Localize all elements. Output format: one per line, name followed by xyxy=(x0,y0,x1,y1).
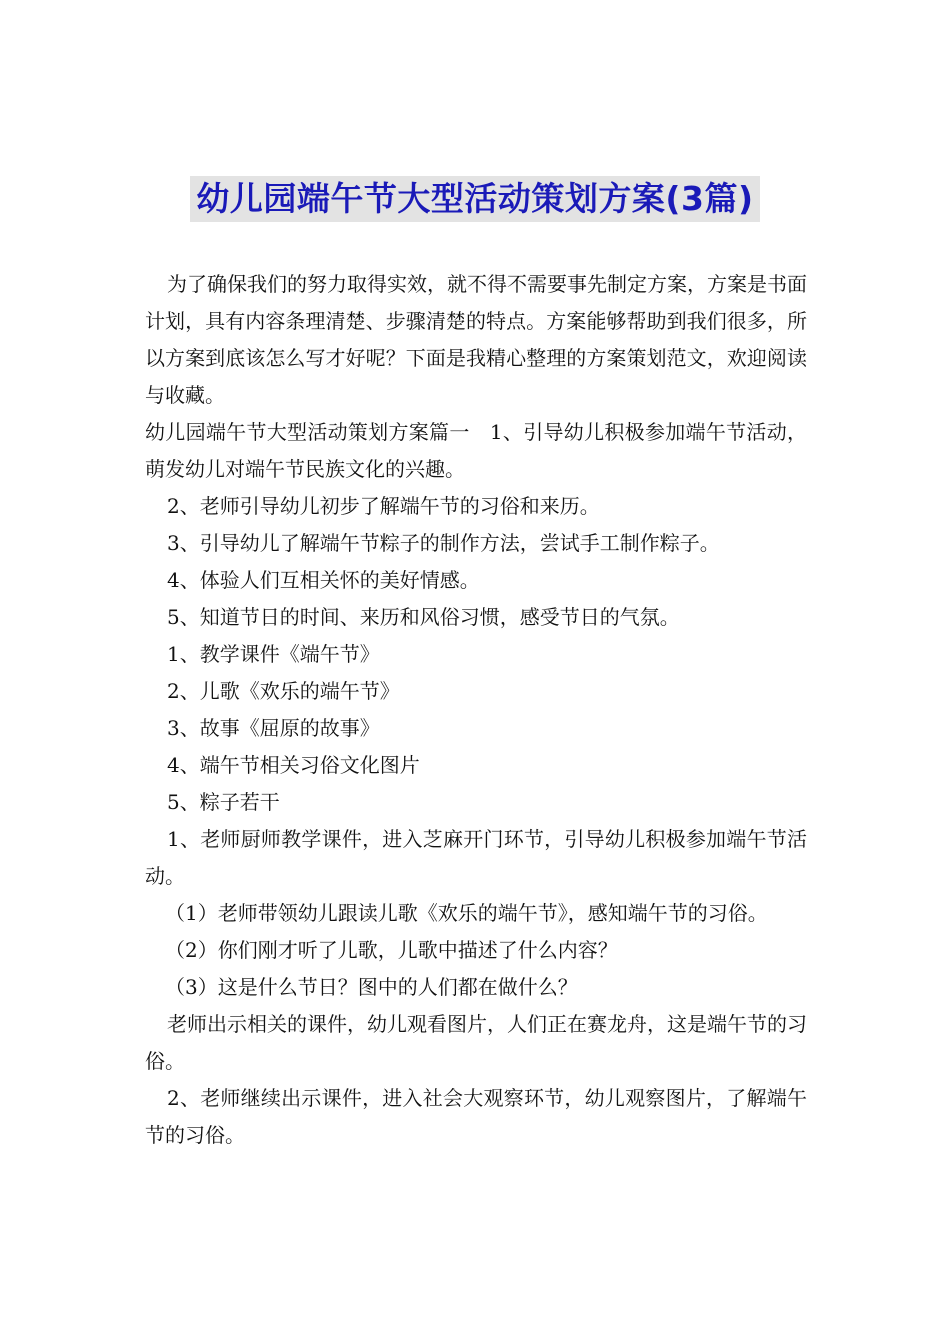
paragraph: 1、老师厨师教学课件，进入芝麻开门环节，引导幼儿积极参加端午节活动。 xyxy=(145,827,807,888)
document-title-row xyxy=(0,176,950,222)
paragraph: 3、故事《屈原的故事》 xyxy=(167,716,380,740)
document-title: 幼儿园端午节大型活动策划方案(3篇) xyxy=(190,176,759,222)
paragraph: （3）这是什么节日？图中的人们都在做什么？ xyxy=(165,975,578,999)
paragraph: （1）老师带领幼儿跟读儿歌《欢乐的端午节》，感知端午节的习俗。 xyxy=(165,901,768,925)
paragraph: 4、端午节相关习俗文化图片 xyxy=(167,753,420,777)
paragraph: 2、儿歌《欢乐的端午节》 xyxy=(167,679,400,703)
paragraph: 老师出示相关的课件，幼儿观看图片，人们正在赛龙舟，这是端午节的习俗。 xyxy=(145,1012,807,1073)
paragraph: 1、教学课件《端午节》 xyxy=(167,642,380,666)
paragraph: 3、引导幼儿了解端午节粽子的制作方法，尝试手工制作粽子。 xyxy=(167,531,720,555)
paragraph: 5、知道节日的时间、来历和风俗习惯，感受节日的气氛。 xyxy=(167,605,680,629)
paragraph: 为了确保我们的努力取得实效，就不得不需要事先制定方案，方案是书面计划，具有内容条理清楚、步骤清楚的特点。方案能够帮助到我们很多，所以方案到底该怎么写才好呢？下面是我精心整理的方案策划范文，欢迎阅读与收藏。 xyxy=(145,272,807,407)
paragraph: 5、粽子若干 xyxy=(167,790,280,814)
paragraph: 幼儿园端午节大型活动策划方案篇一 1、引导幼儿积极参加端午节活动，萌发幼儿对端午节民族文化的兴趣。 xyxy=(145,420,807,481)
paragraph: 4、体验人们互相关怀的美好情感。 xyxy=(167,568,480,592)
document-body xyxy=(145,266,807,1154)
paragraph: （2）你们刚才听了儿歌，儿歌中描述了什么内容？ xyxy=(165,938,618,962)
paragraph: 2、老师引导幼儿初步了解端午节的习俗和来历。 xyxy=(167,494,600,518)
paragraph: 2、老师继续出示课件，进入社会大观察环节，幼儿观察图片，了解端午节的习俗。 xyxy=(145,1086,807,1147)
